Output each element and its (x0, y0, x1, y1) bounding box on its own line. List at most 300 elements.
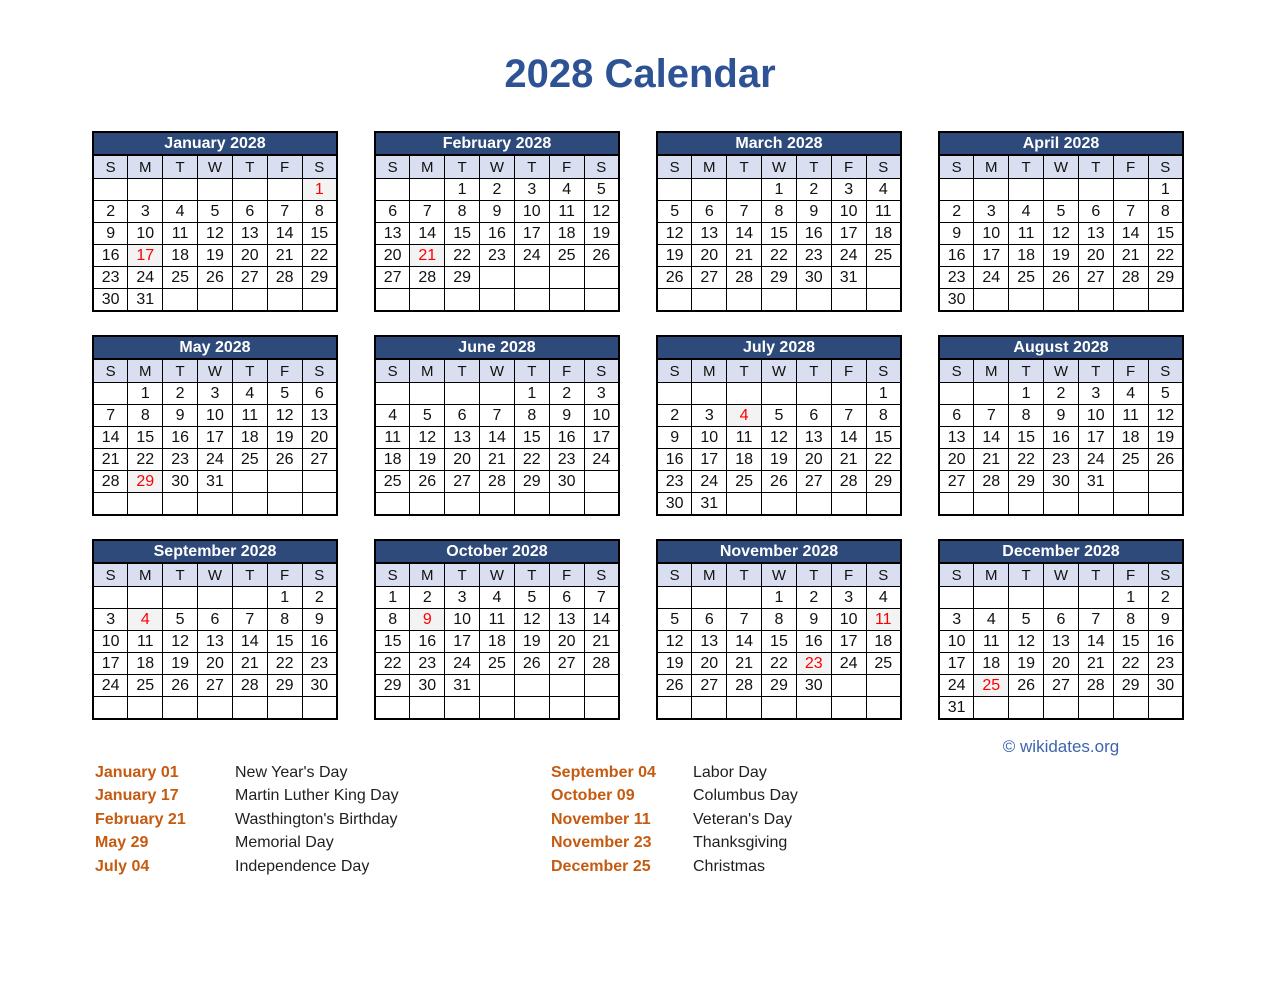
weekday-header: S (302, 155, 337, 179)
week-row (657, 587, 901, 609)
date-cell: 25 (1009, 267, 1044, 289)
month-june (374, 335, 620, 516)
date-cell: 5 (762, 405, 797, 427)
date-cell: 25 (480, 653, 515, 675)
date-cell: 5 (657, 609, 692, 631)
week-row (93, 201, 337, 223)
date-cell: 26 (1148, 449, 1183, 471)
weekday-header: T (1078, 155, 1113, 179)
date-cell: 14 (1078, 631, 1113, 653)
date-cell: 31 (198, 471, 233, 493)
week-row (657, 449, 901, 471)
empty-cell (1009, 697, 1044, 720)
week-row (657, 675, 901, 697)
holiday-name: Independence Day (235, 857, 370, 875)
empty-cell (939, 383, 974, 405)
date-cell: 18 (163, 245, 198, 267)
date-cell: 28 (584, 653, 619, 675)
empty-cell (1148, 471, 1183, 493)
date-cell: 30 (163, 471, 198, 493)
week-row (657, 697, 901, 720)
date-cell: 4 (480, 587, 515, 609)
date-cell: 6 (1044, 609, 1079, 631)
date-cell: 7 (1078, 609, 1113, 631)
week-row (939, 609, 1183, 631)
date-cell: 7 (410, 201, 445, 223)
empty-cell (267, 697, 302, 720)
date-cell: 23 (480, 245, 515, 267)
empty-cell (866, 289, 901, 312)
date-cell: 6 (692, 609, 727, 631)
empty-cell (831, 697, 866, 720)
date-cell: 7 (831, 405, 866, 427)
date-cell: 30 (657, 493, 692, 516)
date-cell: 3 (1078, 383, 1113, 405)
date-cell: 3 (445, 587, 480, 609)
weekday-header: T (163, 155, 198, 179)
weekday-header: W (762, 563, 797, 587)
date-cell: 19 (514, 631, 549, 653)
date-cell: 11 (549, 201, 584, 223)
week-row (657, 267, 901, 289)
date-cell: 6 (1078, 201, 1113, 223)
weekday-header: S (1148, 359, 1183, 383)
empty-cell (93, 493, 128, 516)
date-cell: 14 (480, 427, 515, 449)
date-cell: 24 (584, 449, 619, 471)
week-row (93, 653, 337, 675)
empty-cell (267, 179, 302, 201)
holiday-name: Thanksgiving (693, 834, 788, 852)
date-cell: 2 (480, 179, 515, 201)
week-row (657, 609, 901, 631)
date-cell: 5 (267, 383, 302, 405)
date-cell: 5 (163, 609, 198, 631)
date-cell: 9 (1044, 405, 1079, 427)
week-row (375, 631, 619, 653)
week-row (375, 471, 619, 493)
date-cell: 12 (657, 223, 692, 245)
empty-cell (375, 493, 410, 516)
weekday-header: S (939, 359, 974, 383)
empty-cell (974, 289, 1009, 312)
holiday-name: Memorial Day (235, 834, 334, 852)
weekday-header: T (232, 359, 267, 383)
week-row (657, 653, 901, 675)
date-cell: 12 (267, 405, 302, 427)
date-cell: 27 (375, 267, 410, 289)
date-cell: 23 (1148, 653, 1183, 675)
date-cell: 21 (727, 245, 762, 267)
date-cell: 28 (831, 471, 866, 493)
date-cell: 13 (1078, 223, 1113, 245)
week-row (939, 383, 1183, 405)
empty-cell (232, 697, 267, 720)
date-cell: 19 (267, 427, 302, 449)
holiday-date-cell: 23 (796, 653, 831, 675)
date-cell: 7 (584, 587, 619, 609)
months-grid (92, 131, 1184, 720)
date-cell: 11 (974, 631, 1009, 653)
weekday-header: T (727, 359, 762, 383)
date-cell: 18 (128, 653, 163, 675)
date-cell: 26 (410, 471, 445, 493)
weekday-header: F (831, 155, 866, 179)
date-cell: 29 (1113, 675, 1148, 697)
month-title: October 2028 (375, 540, 619, 563)
month-february (374, 131, 620, 312)
date-cell: 24 (831, 653, 866, 675)
date-cell: 22 (128, 449, 163, 471)
date-cell: 1 (1148, 179, 1183, 201)
date-cell: 12 (1148, 405, 1183, 427)
date-cell: 13 (692, 631, 727, 653)
date-cell: 7 (727, 201, 762, 223)
week-row (939, 289, 1183, 312)
date-cell: 3 (93, 609, 128, 631)
date-cell: 1 (445, 179, 480, 201)
week-row (93, 631, 337, 653)
month-march (656, 131, 902, 312)
date-cell: 20 (1078, 245, 1113, 267)
weekday-header: W (1044, 563, 1079, 587)
holiday-name: New Year's Day (235, 764, 348, 781)
holiday-date: November 23 (551, 834, 652, 852)
weekday-header: M (974, 155, 1009, 179)
empty-cell (480, 383, 515, 405)
date-cell: 6 (549, 587, 584, 609)
date-cell: 8 (375, 609, 410, 631)
empty-cell (549, 493, 584, 516)
date-cell: 15 (128, 427, 163, 449)
date-cell: 21 (267, 245, 302, 267)
month-title: September 2028 (93, 540, 337, 563)
date-cell: 28 (480, 471, 515, 493)
date-cell: 29 (267, 675, 302, 697)
date-cell: 8 (514, 405, 549, 427)
week-row (93, 449, 337, 471)
date-cell: 23 (302, 653, 337, 675)
date-cell: 8 (762, 201, 797, 223)
week-row (93, 471, 337, 493)
weekday-header: T (445, 155, 480, 179)
week-row (375, 675, 619, 697)
week-row (657, 383, 901, 405)
empty-cell (584, 267, 619, 289)
week-row (657, 427, 901, 449)
date-cell: 13 (445, 427, 480, 449)
date-cell: 4 (163, 201, 198, 223)
date-cell: 31 (1078, 471, 1113, 493)
week-row (657, 289, 901, 312)
credit-link[interactable]: © wikidates.org (1002, 737, 1120, 756)
weekday-header: T (445, 563, 480, 587)
date-cell: 4 (549, 179, 584, 201)
empty-cell (1009, 289, 1044, 312)
date-cell: 18 (232, 427, 267, 449)
month-title: May 2028 (93, 336, 337, 359)
weekday-header: T (232, 563, 267, 587)
weekday-header: S (93, 563, 128, 587)
week-row (375, 427, 619, 449)
empty-cell (866, 675, 901, 697)
date-cell: 15 (514, 427, 549, 449)
date-cell: 29 (762, 675, 797, 697)
empty-cell (410, 179, 445, 201)
date-cell: 2 (410, 587, 445, 609)
date-cell: 9 (657, 427, 692, 449)
empty-cell (232, 587, 267, 609)
date-cell: 28 (974, 471, 1009, 493)
date-cell: 29 (302, 267, 337, 289)
date-cell: 29 (1009, 471, 1044, 493)
date-cell: 15 (302, 223, 337, 245)
date-cell: 15 (445, 223, 480, 245)
weekday-header: W (480, 155, 515, 179)
holiday-name: Veteran's Day (693, 810, 793, 828)
empty-cell (163, 587, 198, 609)
empty-cell (267, 493, 302, 516)
week-row (93, 427, 337, 449)
date-cell: 24 (974, 267, 1009, 289)
week-row (939, 631, 1183, 653)
date-cell: 28 (1078, 675, 1113, 697)
date-cell: 24 (831, 245, 866, 267)
date-cell: 10 (1078, 405, 1113, 427)
weekday-header: F (1113, 359, 1148, 383)
week-row (375, 609, 619, 631)
date-cell: 4 (1113, 383, 1148, 405)
date-cell: 12 (163, 631, 198, 653)
date-cell: 27 (692, 267, 727, 289)
empty-cell (549, 697, 584, 720)
holiday-date-cell: 21 (410, 245, 445, 267)
date-cell: 18 (974, 653, 1009, 675)
date-cell: 3 (514, 179, 549, 201)
weekday-header: T (514, 155, 549, 179)
holiday-date: November 11 (551, 810, 651, 828)
date-cell: 16 (796, 223, 831, 245)
date-cell: 8 (267, 609, 302, 631)
date-cell: 8 (445, 201, 480, 223)
date-cell: 10 (445, 609, 480, 631)
date-cell: 6 (796, 405, 831, 427)
date-cell: 25 (375, 471, 410, 493)
date-cell: 13 (939, 427, 974, 449)
empty-cell (762, 383, 797, 405)
week-row (939, 405, 1183, 427)
empty-cell (445, 383, 480, 405)
empty-cell (410, 493, 445, 516)
week-row (375, 289, 619, 312)
date-cell: 26 (514, 653, 549, 675)
date-cell: 10 (514, 201, 549, 223)
date-cell: 10 (198, 405, 233, 427)
empty-cell (1044, 493, 1079, 516)
week-row (375, 223, 619, 245)
weekday-header: F (549, 359, 584, 383)
date-cell: 21 (974, 449, 1009, 471)
date-cell: 3 (128, 201, 163, 223)
date-cell: 10 (584, 405, 619, 427)
month-title: January 2028 (93, 132, 337, 155)
empty-cell (657, 289, 692, 312)
date-cell: 21 (584, 631, 619, 653)
date-cell: 24 (93, 675, 128, 697)
date-cell: 17 (831, 631, 866, 653)
date-cell: 26 (163, 675, 198, 697)
date-cell: 29 (866, 471, 901, 493)
date-cell: 4 (866, 179, 901, 201)
page-title: 2028 Calendar (504, 52, 776, 96)
date-cell: 9 (549, 405, 584, 427)
date-cell: 6 (692, 201, 727, 223)
date-cell: 20 (692, 245, 727, 267)
date-cell: 27 (549, 653, 584, 675)
empty-cell (584, 493, 619, 516)
week-row (375, 697, 619, 720)
date-cell: 7 (480, 405, 515, 427)
date-cell: 23 (93, 267, 128, 289)
date-cell: 1 (128, 383, 163, 405)
empty-cell (974, 587, 1009, 609)
week-row (939, 223, 1183, 245)
week-row (93, 289, 337, 312)
weekday-header: M (128, 563, 163, 587)
empty-cell (163, 179, 198, 201)
month-title: June 2028 (375, 336, 619, 359)
holiday-date-cell: 25 (974, 675, 1009, 697)
weekday-header: M (410, 155, 445, 179)
date-cell: 27 (1078, 267, 1113, 289)
date-cell: 17 (584, 427, 619, 449)
empty-cell (866, 267, 901, 289)
weekday-header: T (727, 155, 762, 179)
date-cell: 11 (1113, 405, 1148, 427)
empty-cell (445, 697, 480, 720)
date-cell: 30 (796, 267, 831, 289)
date-cell: 17 (831, 223, 866, 245)
week-row (375, 383, 619, 405)
holiday-date: February 21 (95, 810, 186, 828)
date-cell: 2 (657, 405, 692, 427)
date-cell: 1 (1113, 587, 1148, 609)
empty-cell (796, 289, 831, 312)
holiday-date: January 01 (95, 764, 179, 781)
week-row (939, 471, 1183, 493)
date-cell: 12 (514, 609, 549, 631)
date-cell: 10 (974, 223, 1009, 245)
empty-cell (974, 493, 1009, 516)
week-row (93, 405, 337, 427)
date-cell: 13 (549, 609, 584, 631)
date-cell: 11 (128, 631, 163, 653)
date-cell: 19 (657, 245, 692, 267)
date-cell: 23 (410, 653, 445, 675)
weekday-header: W (480, 563, 515, 587)
date-cell: 20 (549, 631, 584, 653)
week-row (939, 179, 1183, 201)
date-cell: 11 (163, 223, 198, 245)
date-cell: 2 (549, 383, 584, 405)
empty-cell (163, 493, 198, 516)
date-cell: 24 (445, 653, 480, 675)
empty-cell (974, 697, 1009, 720)
week-row (375, 493, 619, 516)
date-cell: 10 (831, 201, 866, 223)
date-cell: 12 (1044, 223, 1079, 245)
date-cell: 22 (1009, 449, 1044, 471)
date-cell: 25 (128, 675, 163, 697)
date-cell: 8 (866, 405, 901, 427)
weekday-header: F (267, 563, 302, 587)
week-row (939, 675, 1183, 697)
week-row (93, 493, 337, 516)
empty-cell (727, 493, 762, 516)
date-cell: 24 (939, 675, 974, 697)
empty-cell (549, 675, 584, 697)
date-cell: 7 (93, 405, 128, 427)
date-cell: 1 (375, 587, 410, 609)
date-cell: 20 (796, 449, 831, 471)
holiday-date-cell: 4 (128, 609, 163, 631)
date-cell: 26 (762, 471, 797, 493)
month-january (92, 131, 338, 312)
week-row (939, 245, 1183, 267)
date-cell: 26 (1044, 267, 1079, 289)
month-may (92, 335, 338, 516)
weekday-header: W (762, 155, 797, 179)
date-cell: 23 (1044, 449, 1079, 471)
empty-cell (1009, 493, 1044, 516)
month-september (92, 539, 338, 720)
month-november (656, 539, 902, 720)
weekday-header: W (198, 563, 233, 587)
date-cell: 1 (267, 587, 302, 609)
empty-cell (974, 383, 1009, 405)
date-cell: 2 (1044, 383, 1079, 405)
date-cell: 21 (480, 449, 515, 471)
week-row (375, 587, 619, 609)
date-cell: 29 (375, 675, 410, 697)
date-cell: 26 (267, 449, 302, 471)
date-cell: 14 (584, 609, 619, 631)
date-cell: 17 (1078, 427, 1113, 449)
weekday-header: W (1044, 155, 1079, 179)
date-cell: 27 (445, 471, 480, 493)
date-cell: 19 (762, 449, 797, 471)
date-cell: 14 (727, 223, 762, 245)
empty-cell (1044, 289, 1079, 312)
date-cell: 26 (657, 675, 692, 697)
empty-cell (232, 471, 267, 493)
date-cell: 6 (939, 405, 974, 427)
empty-cell (93, 179, 128, 201)
date-cell: 9 (796, 609, 831, 631)
date-cell: 26 (1009, 675, 1044, 697)
empty-cell (514, 675, 549, 697)
date-cell: 25 (727, 471, 762, 493)
date-cell: 5 (198, 201, 233, 223)
date-cell: 12 (762, 427, 797, 449)
week-row (657, 201, 901, 223)
date-cell: 30 (1148, 675, 1183, 697)
week-row (93, 179, 337, 201)
date-cell: 14 (1113, 223, 1148, 245)
date-cell: 11 (727, 427, 762, 449)
weekday-header: S (1148, 563, 1183, 587)
date-cell: 20 (375, 245, 410, 267)
